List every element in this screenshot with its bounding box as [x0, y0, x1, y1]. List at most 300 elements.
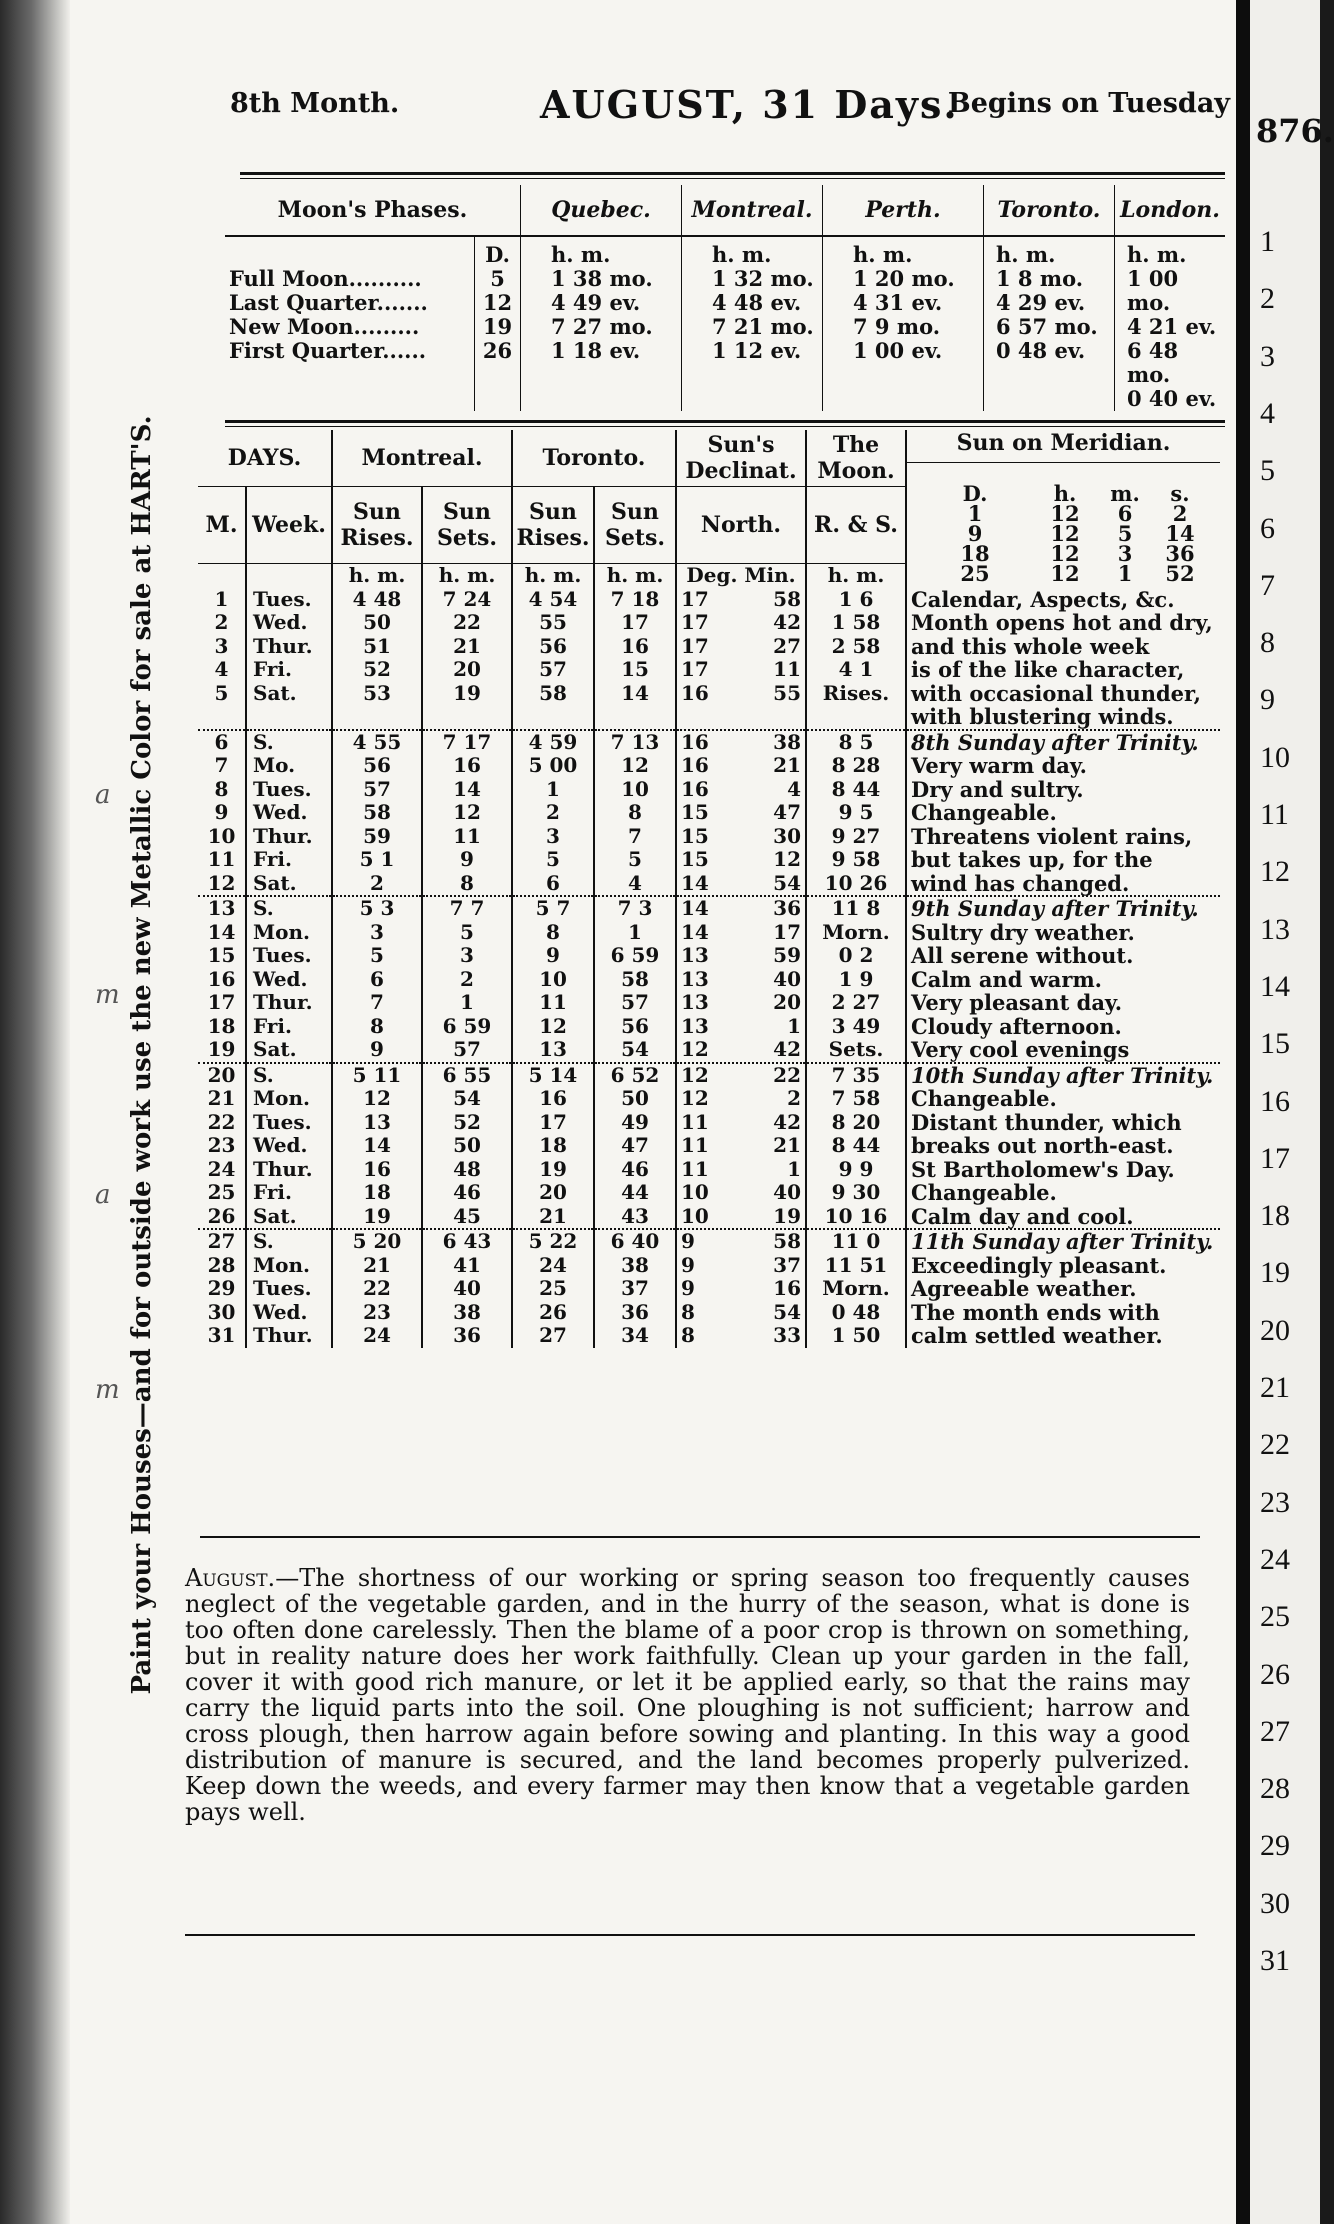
phase-time: 1 18 ev. [551, 338, 641, 363]
almanac-row [198, 682, 1220, 706]
phase-day: 12 [482, 290, 513, 315]
tor-sets: 50 [594, 1087, 676, 1111]
mtl-rises: 3 [332, 921, 422, 945]
calendar-note: Changeable. [906, 1181, 1220, 1205]
moon-rise-set: 2 58 [806, 635, 906, 659]
decl-min: 54 [773, 870, 801, 895]
declination [676, 921, 806, 945]
mtl-sets-header: Sun Sets. [422, 487, 512, 564]
declination [676, 1277, 806, 1301]
decl-min: 11 [773, 657, 801, 681]
tor-rises: 18 [512, 1134, 594, 1158]
declination [676, 635, 806, 659]
mtl-sets: 20 [422, 658, 512, 682]
next-page-number: 24 [1260, 1542, 1290, 1576]
tor-rises: 26 [512, 1301, 594, 1325]
table-bottom-rule [200, 1536, 1200, 1538]
calendar-note: 11th Sunday after Trinity. [906, 1229, 1220, 1254]
next-page-number: 4 [1260, 396, 1275, 430]
calendar-note: but takes up, for the [906, 848, 1220, 872]
decl-deg: 11 [681, 1133, 709, 1157]
month-label: 8th Month. [230, 88, 400, 119]
calendar-note: St Bartholomew's Day. [906, 1158, 1220, 1182]
moon-rise-set: Rises. [806, 682, 906, 706]
decl-deg: 11 [681, 1156, 709, 1181]
alm-day [198, 705, 246, 730]
alm-day: 13 [198, 896, 246, 921]
next-page-number: 31 [1260, 1944, 1290, 1977]
meridian-value: 6 [1117, 501, 1133, 526]
alm-day: 18 [207, 1013, 236, 1038]
decl-deg: 11 [681, 1109, 709, 1134]
alm-weekday: Thur. [246, 991, 332, 1015]
mtl-rises: 5 20 [332, 1229, 422, 1254]
mtl-rises: 18 [332, 1181, 422, 1205]
phase-time: 1 12 ev. [712, 338, 802, 363]
almanac-row [198, 1087, 1220, 1111]
decl-deg: 8 [681, 1323, 695, 1347]
phase-time: 7 21 mo. [712, 314, 814, 339]
tor-sets: 57 [594, 991, 676, 1015]
mtl-rises: 23 [332, 1301, 422, 1325]
alm-weekday: Fri. [246, 1181, 332, 1205]
decl-deg: 14 [681, 870, 709, 895]
phases-bottom-rule [225, 420, 1225, 423]
alm-day: 3 [214, 633, 229, 658]
next-page-number: 14 [1260, 969, 1290, 1003]
tor-sets: 34 [594, 1324, 676, 1348]
alm-day: 23 [207, 1133, 236, 1157]
calendar-note: Very cool evenings [906, 1038, 1220, 1063]
phase-time: 4 48 ev. [712, 290, 802, 315]
moon-rise-set: 8 20 [806, 1111, 906, 1135]
moon-rise-set: 11 51 [806, 1254, 906, 1278]
decl-min: 42 [773, 1109, 801, 1134]
declination [676, 588, 806, 612]
alm-weekday: Mon. [246, 1087, 332, 1111]
moon-rise-set [806, 705, 906, 730]
alm-day: 19 [207, 1037, 236, 1061]
phase-day: 19 [482, 314, 513, 339]
declination [676, 1254, 806, 1278]
moon-rise-set: 1 9 [806, 968, 906, 992]
mtl-rises: 50 [332, 611, 422, 635]
tor-rises: 4 54 [512, 588, 594, 612]
mtl-rises: 8 [332, 1015, 422, 1039]
next-page-number: 3 [1260, 339, 1275, 373]
alm-day: 5 [214, 680, 229, 705]
mtl-rises: 7 [332, 991, 422, 1015]
next-page-number: 25 [1260, 1600, 1290, 1634]
moon-rise-set: 9 9 [806, 1158, 906, 1182]
alm-weekday: Fri. [246, 848, 332, 872]
almanac-row [198, 848, 1220, 872]
days-header: DAYS. [198, 430, 332, 487]
decl-min: 59 [773, 943, 801, 967]
mtl-rises [332, 705, 422, 730]
side-banner-text: Paint your Houses—and for outside work use the new Metallic Color for sale at HART'S. [127, 415, 157, 1695]
phase-time: 6 48 mo. [1127, 338, 1179, 387]
moon-rise-set: 0 48 [806, 1301, 906, 1325]
phase-time: 7 9 mo. [853, 314, 941, 339]
meridian-value: 12 [1050, 501, 1080, 526]
moon-rise-set: 8 44 [806, 778, 906, 802]
page-header [110, 82, 1230, 148]
declination [676, 944, 806, 968]
decl-min: 42 [773, 1037, 801, 1061]
next-page-number: 17 [1260, 1141, 1290, 1175]
tor-sets: 14 [594, 682, 676, 706]
tor-sets: 10 [594, 778, 676, 802]
meridian-col-label: m. [1110, 481, 1140, 506]
mtl-sets: 45 [422, 1205, 512, 1230]
decl-min: 37 [773, 1252, 801, 1277]
phase-time: 4 49 ev. [551, 290, 641, 315]
tor-sets: 49 [594, 1111, 676, 1135]
tor-rises: 5 00 [512, 754, 594, 778]
city-quebec: Quebec. [521, 185, 682, 236]
calendar-note: with blustering winds. [906, 705, 1220, 730]
tor-rises: 8 [512, 921, 594, 945]
alm-day: 27 [198, 1229, 246, 1254]
alm-weekday: Tues. [246, 778, 332, 802]
almanac-row [198, 1254, 1220, 1278]
meridian-value: 1 [967, 501, 983, 526]
meridian-value: 12 [1050, 521, 1080, 546]
tor-rises: 10 [512, 968, 594, 992]
decl-deg: 12 [681, 1062, 709, 1087]
decl-min: 20 [773, 990, 801, 1014]
hm-label: h. m. [1127, 242, 1187, 267]
decl-min: 19 [773, 1203, 801, 1228]
alm-day: 22 [207, 1109, 236, 1134]
next-page-number: 23 [1260, 1485, 1290, 1519]
alm-day: 8 [214, 776, 229, 801]
alm-day: 15 [207, 943, 236, 967]
mtl-rises: 2 [332, 872, 422, 897]
mtl-sets: 6 59 [422, 1015, 512, 1039]
meridian-value: 14 [1165, 521, 1195, 546]
mtl-sets: 8 [422, 872, 512, 897]
tor-rises: 11 [512, 991, 594, 1015]
quebec-times [521, 236, 682, 411]
mtl-rises: 5 [332, 944, 422, 968]
declination [676, 1134, 806, 1158]
meridian-col-label: D. [962, 481, 988, 506]
calendar-note: Changeable. [906, 801, 1220, 825]
decl-min: 22 [773, 1062, 801, 1087]
almanac-row [198, 872, 1220, 897]
calendar-note: Very warm day. [906, 754, 1220, 778]
tor-rises: 21 [512, 1205, 594, 1230]
almanac-row [198, 991, 1220, 1015]
hm-label: h. m. [551, 242, 611, 267]
almanac-row [198, 896, 1220, 921]
alm-weekday: Sat. [246, 1038, 332, 1063]
almanac-row [198, 635, 1220, 659]
tor-rises: 25 [512, 1277, 594, 1301]
mtl-rises: 6 [332, 968, 422, 992]
mtl-rises: 9 [332, 1038, 422, 1063]
tor-sets: 47 [594, 1134, 676, 1158]
mtl-rises: 4 55 [332, 730, 422, 755]
calendar-note: 9th Sunday after Trinity. [906, 896, 1220, 921]
next-page-number: 6 [1260, 511, 1275, 545]
calendar-note: Agreeable weather. [906, 1277, 1220, 1301]
mtl-rises: 13 [332, 1111, 422, 1135]
decl-deg: 13 [681, 1013, 709, 1038]
meridian-title: Sun on Meridian. [907, 430, 1220, 463]
tor-sets: 44 [594, 1181, 676, 1205]
page-gutter [1236, 0, 1250, 2224]
hm-label: h. m. [996, 242, 1056, 267]
alm-day: 12 [207, 870, 236, 895]
next-page-number: 11 [1260, 798, 1289, 831]
meridian-value: 2 [1172, 501, 1188, 526]
alm-weekday: Thur. [246, 825, 332, 849]
tor-sets: 43 [594, 1205, 676, 1230]
phase-days [475, 236, 521, 411]
phase-time: 0 48 ev. [996, 338, 1086, 363]
tor-sets: 8 [594, 801, 676, 825]
almanac-row [198, 754, 1220, 778]
calendar-note: Distant thunder, which [906, 1111, 1220, 1135]
phase-name: New Moon......... [229, 314, 420, 339]
mtl-sets: 9 [422, 848, 512, 872]
tor-rises: 3 [512, 825, 594, 849]
alm-day: 28 [207, 1252, 236, 1277]
almanac-row [198, 1229, 1220, 1254]
almanac-row [198, 968, 1220, 992]
alm-day: 21 [207, 1086, 236, 1110]
mtl-sets: 46 [422, 1181, 512, 1205]
decl-min: 1 [787, 1156, 801, 1181]
tor-rises: 5 22 [512, 1229, 594, 1254]
alm-day: 10 [207, 823, 236, 848]
tor-sets: 36 [594, 1301, 676, 1325]
meridian-header [906, 430, 1220, 487]
tor-rises: 17 [512, 1111, 594, 1135]
phase-names [225, 236, 475, 411]
tor-sets: 6 40 [594, 1229, 676, 1254]
tor-rises: 4 59 [512, 730, 594, 755]
tor-rises: 2 [512, 801, 594, 825]
calendar-note: Changeable. [906, 1087, 1220, 1111]
moon-rise-set: 11 8 [806, 896, 906, 921]
next-page-number: 7 [1260, 568, 1275, 602]
decl-deg: 10 [681, 1180, 709, 1204]
mtl-sets: 16 [422, 754, 512, 778]
decl-min: 33 [773, 1323, 801, 1347]
moon-rise-set: Morn. [806, 1277, 906, 1301]
next-page-number: 8 [1260, 626, 1275, 660]
declination [676, 1087, 806, 1111]
calendar-note: Cloudy afternoon. [906, 1015, 1220, 1039]
mtl-sets [422, 705, 512, 730]
meridian-value: 12 [1050, 541, 1080, 566]
phase-time: 4 31 ev. [853, 290, 943, 315]
moon-rise-set: 9 58 [806, 848, 906, 872]
city-montreal: Montreal. [682, 185, 823, 236]
declin-header: Sun's Declinat. [676, 430, 806, 487]
tor-sets: 7 3 [594, 896, 676, 921]
tor-sets: 6 59 [594, 944, 676, 968]
calendar-note: with occasional thunder, [906, 682, 1220, 706]
tor-sets [594, 705, 676, 730]
alm-weekday: Wed. [246, 968, 332, 992]
moon-rise-set: 7 58 [806, 1087, 906, 1111]
mtl-sets: 41 [422, 1254, 512, 1278]
decl-min: 16 [773, 1276, 801, 1300]
rs-header: R. & S. [806, 487, 906, 564]
calendar-note: All serene without. [906, 944, 1220, 968]
mtl-rises: 24 [332, 1324, 422, 1348]
decl-deg: 16 [681, 729, 709, 754]
decl-min: 55 [773, 680, 801, 705]
decl-min: 58 [773, 586, 801, 611]
almanac-row [198, 1181, 1220, 1205]
declination [676, 1015, 806, 1039]
tor-sets: 17 [594, 611, 676, 635]
hm-label: h. m. [712, 242, 772, 267]
decl-min: 38 [773, 729, 801, 754]
moon-phases-table [225, 185, 1225, 411]
calendar-note: Calendar, Aspects, &c. [906, 588, 1220, 612]
meridian-value: 18 [960, 541, 990, 566]
alm-day: 24 [207, 1156, 236, 1181]
next-page-number: 26 [1260, 1657, 1290, 1691]
declination [676, 991, 806, 1015]
almanac-row [198, 1324, 1220, 1348]
sun-on-meridian [920, 481, 1220, 586]
calendar-note: calm settled weather. [906, 1324, 1220, 1348]
declination [676, 1229, 806, 1254]
alm-weekday: Thur. [246, 1158, 332, 1182]
decl-deg: 17 [681, 610, 709, 634]
tor-rises-header: Sun Rises. [512, 487, 594, 564]
decl-deg: 16 [681, 680, 709, 705]
declination [676, 968, 806, 992]
tor-sets: 37 [594, 1277, 676, 1301]
phase-time: 1 32 mo. [712, 266, 814, 291]
begins-label: Begins on Tuesday [947, 88, 1230, 119]
decl-deg: 17 [681, 657, 709, 681]
alm-weekday: Wed. [246, 611, 332, 635]
moon-rise-set: 1 6 [806, 588, 906, 612]
moon-rise-set: 8 5 [806, 730, 906, 755]
montreal-header: Montreal. [332, 430, 512, 487]
next-page-number: 13 [1260, 912, 1290, 946]
decl-deg: 16 [681, 776, 709, 801]
alm-day: 4 [214, 657, 229, 681]
decl-min: 12 [773, 847, 801, 871]
margin-mark: m [95, 980, 120, 1010]
moon-rise-set: 0 2 [806, 944, 906, 968]
moon-rise-set: 2 27 [806, 991, 906, 1015]
d-label: D. [485, 242, 510, 267]
alm-weekday: Sat. [246, 1205, 332, 1230]
almanac-row [198, 658, 1220, 682]
declination [676, 778, 806, 802]
decl-deg: 15 [681, 800, 709, 824]
calendar-note: Very pleasant day. [906, 991, 1220, 1015]
calendar-note: and this whole week [906, 635, 1220, 659]
decl-min: 40 [773, 966, 801, 991]
next-page-number: 27 [1260, 1714, 1290, 1748]
decl-deg: 12 [681, 1037, 709, 1061]
calendar-note: The month ends with [906, 1301, 1220, 1325]
almanac-row [198, 730, 1220, 755]
m-header: M. [198, 487, 246, 564]
decl-min: 54 [773, 1299, 801, 1324]
tor-sets: 54 [594, 1038, 676, 1063]
almanac-row [198, 1301, 1220, 1325]
tor-sets: 58 [594, 968, 676, 992]
phase-name: Last Quarter....... [229, 290, 428, 315]
mtl-rises: 5 1 [332, 848, 422, 872]
next-page-number: 5 [1260, 454, 1275, 488]
phase-time: 1 00 ev. [853, 338, 943, 363]
alm-weekday: Tues. [246, 1111, 332, 1135]
alm-weekday [246, 705, 332, 730]
north-header: North. [676, 487, 806, 564]
mtl-rises: 51 [332, 635, 422, 659]
mtl-rises: 16 [332, 1158, 422, 1182]
next-page-number: 19 [1260, 1256, 1290, 1290]
decl-min: 4 [787, 776, 801, 801]
mtl-sets: 36 [422, 1324, 512, 1348]
alm-weekday: S. [246, 1063, 332, 1088]
alm-weekday: Mon. [246, 921, 332, 945]
next-page-number: 9 [1260, 683, 1275, 717]
mtl-sets: 19 [422, 682, 512, 706]
alm-day: 17 [207, 990, 236, 1014]
calendar-note: Exceedingly pleasant. [906, 1254, 1220, 1278]
moon-rise-set: 10 16 [806, 1205, 906, 1230]
next-page-number: 20 [1260, 1313, 1290, 1347]
city-toronto: Toronto. [984, 185, 1115, 236]
decl-min: 17 [773, 919, 801, 944]
mtl-sets: 48 [422, 1158, 512, 1182]
next-page-number: 15 [1260, 1027, 1290, 1061]
almanac-row [198, 1158, 1220, 1182]
next-page-number: 12 [1260, 855, 1290, 889]
decl-deg: 17 [681, 586, 709, 611]
alm-day: 7 [214, 753, 229, 777]
decl-deg: 15 [681, 847, 709, 871]
phases-bottom-rule-thin [225, 426, 1225, 427]
tor-sets: 4 [594, 872, 676, 897]
perth-times [823, 236, 984, 411]
mtl-rises: 59 [332, 825, 422, 849]
city-london: London. [1115, 185, 1226, 236]
decl-min: 42 [773, 610, 801, 634]
tor-sets: 38 [594, 1254, 676, 1278]
declination [676, 896, 806, 921]
calendar-note: 10th Sunday after Trinity. [906, 1063, 1220, 1088]
tor-rises: 1 [512, 778, 594, 802]
almanac-row [198, 944, 1220, 968]
calendar-note: 8th Sunday after Trinity. [906, 730, 1220, 755]
decl-min: 2 [787, 1086, 801, 1110]
calendar-note: is of the like character, [906, 658, 1220, 682]
alm-weekday: Thur. [246, 1324, 332, 1348]
mtl-sets: 1 [422, 991, 512, 1015]
almanac-body [198, 588, 1220, 1348]
alm-weekday: Tues. [246, 588, 332, 612]
tor-sets: 46 [594, 1158, 676, 1182]
tor-sets: 16 [594, 635, 676, 659]
